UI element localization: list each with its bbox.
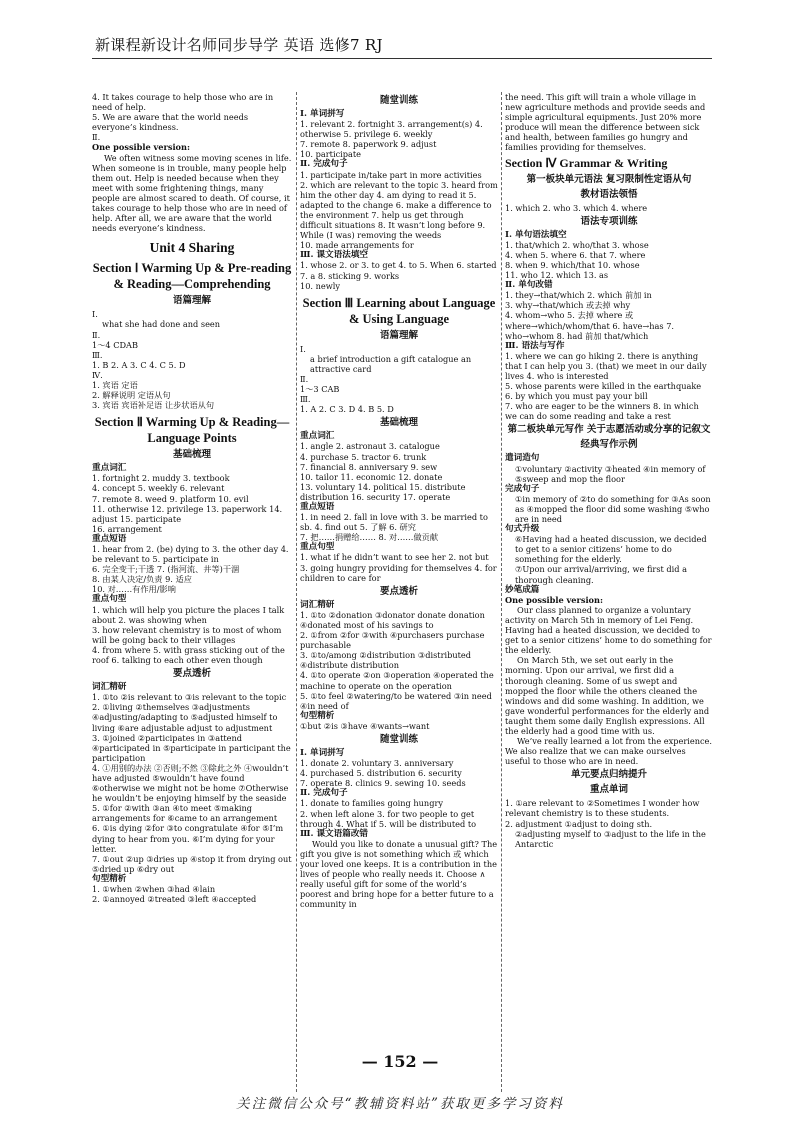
text-line: 重点短语 <box>92 533 127 544</box>
text-line: 1. 宾语 定语 <box>92 379 138 390</box>
text-line: Ⅲ. <box>300 394 311 405</box>
text-line: Ⅰ. 单句语法填空 <box>505 229 567 240</box>
text-line: 2. ①living ②themselves ③adjustments ④adjusting/adapting to ⑤adjusted himself to living ⑥are adjustable adjust to adjustment <box>92 702 278 733</box>
text-line: 重点单词 <box>589 784 628 796</box>
text-line: 6. ①is dying ②for ③to congratulate ④for ⑤I’m dying to hear from you. ⑥I’m dying for your letter. <box>92 823 284 854</box>
text-line: Ⅰ. <box>92 309 98 320</box>
text-line: 6. by which you must pay your bill <box>505 391 648 402</box>
text-line: 7. 把……捐赠给…… 8. 对……做贡献 <box>300 532 439 543</box>
text-line: 基础梳理 <box>379 417 418 429</box>
text-line: 5. whose parents were killed in the earthquake <box>505 381 702 392</box>
header-rule <box>92 58 712 59</box>
text-line: Ⅱ. 完成句子 <box>300 159 348 170</box>
text-line: 随堂训练 <box>379 733 418 745</box>
text-line: 4. when 5. where 6. that 7. where <box>505 249 646 260</box>
page-number: — 152 — <box>361 1052 439 1071</box>
text-line: 遣词造句 <box>505 453 540 464</box>
text-line: 4. ①to operate ②on ③operation ④operated the machine to operate on the operation <box>300 670 494 691</box>
text-line: Ⅲ. 课文语法填空 <box>300 250 369 261</box>
text-line: 1. where we can go hiking 2. there is anything that I can help you 3. (that) we meet in our daily lives 4. who is interested <box>505 350 707 381</box>
text-line: 1. which will help you picture the places I talk about 2. was showing when <box>92 604 285 625</box>
text-line: Ⅰ. <box>300 343 306 354</box>
text-line: the need. This gift will train a whole village in new agriculture methods and provide seeds and simple agricultural equipments. Just 20% more produce will mean the difference between sick and health, between families go hungry and families providing for themselves. <box>505 92 706 153</box>
text-line: 句型精析 <box>92 873 127 884</box>
text-line: 1～4 CDAB <box>92 339 138 350</box>
text-line: Ⅳ. <box>92 369 103 380</box>
text-line: 7. operate 8. clinics 9. sewing 10. seeds <box>300 778 466 789</box>
text-line: 重点句型 <box>92 594 127 605</box>
running-header: 新课程新设计名师同步导学 英语 选修7 RJ <box>95 36 383 54</box>
text-line: 1. fortnight 2. muddy 3. textbook <box>92 473 230 484</box>
text-line: One possible version: <box>92 142 190 153</box>
text-line: 1～3 CAB <box>300 384 340 395</box>
text-line: Section Ⅱ Warming Up & Reading—Language Points <box>94 415 290 446</box>
text-line: 语篇理解 <box>172 295 211 307</box>
text-line: 13. voluntary 14. political 15. distribute distribution 16. security 17. operate <box>300 481 466 502</box>
text-line: 重点句型 <box>300 542 335 553</box>
text-line: ⑦Upon our arrival/arriving, we first did a thorough cleaning. <box>515 564 688 585</box>
text-line: 6. 完全变干;干透 7. (指河流、井等)干涸 <box>92 564 240 575</box>
text-line: 基础梳理 <box>172 449 211 461</box>
text-line: Section Ⅲ Learning about Language & Using Language <box>302 295 496 326</box>
text-line: 1. in need 2. fall in love with 3. be married to sb. 4. find out 5. 了解 6. 研究 <box>300 512 488 533</box>
text-line: 4. purchase 5. tractor 6. trunk <box>300 451 427 462</box>
text-line: Ⅰ. 单词拼写 <box>300 109 345 119</box>
text-line: ②adjusting myself to ③adjust to the life in the Antarctic <box>515 828 706 849</box>
text-line: On March 5th, we set out early in the morning. Upon our arrival, we first did a thorough cleaning. Some of us swept and mopped the floor while the others cleaned the windows and did some washing. In addition, we gave wonderful performances for the elderly and taught them some daily English expressions. All the elderly had a good time with us. <box>505 655 710 736</box>
text-line: Ⅱ. 单句改错 <box>505 280 553 291</box>
text-line: One possible version: <box>505 594 603 605</box>
text-line: 1. ①to ②is relevant to ③is relevant to the topic <box>92 692 287 703</box>
text-line: 要点透析 <box>379 585 418 597</box>
column-divider <box>296 92 297 1092</box>
text-line: 1. which 2. who 3. which 4. where <box>505 202 648 213</box>
text-line: 4. ①用别的办法 ②否则;不然 ③除此之外 ④wouldn’t have adjusted ⑤wouldn’t have found ⑥otherwise we might not be home ⑦Otherwise he wouldn’t be enjoying himself by the seaside <box>92 762 289 804</box>
middle-column <box>300 92 498 909</box>
text-line: 3. how relevant chemistry is to most of whom will be going back to their villages <box>92 624 282 645</box>
text-line: Section Ⅳ Grammar & Writing <box>505 155 668 170</box>
text-line: Ⅱ. 完成句子 <box>300 788 348 799</box>
text-line: 1. ①when ②when ③had ④lain <box>92 884 216 894</box>
text-line: 7. ①out ②up ③dries up ④stop it from drying out ⑤dried up ⑥dry out <box>92 853 292 874</box>
text-line: 句式升级 <box>505 524 540 535</box>
text-line: 3. ①joined ②participates in ③attend ④participated in ⑤participate in participant the participation <box>92 732 291 763</box>
text-line: Would you like to donate a unusual gift? The gift you give is not something which 或 which your loved one keeps. It is a contribution in the lives of people who really needs it. Choose ∧ really useful gift for some of the world’s poorest and bring hope for a better future to a community in <box>300 838 498 910</box>
text-line: 要点透析 <box>172 668 211 680</box>
text-line: Ⅰ. 单词拼写 <box>300 747 345 758</box>
text-line: 妙笔成篇 <box>505 584 540 595</box>
text-line: 词汇精研 <box>92 682 127 693</box>
text-line: 2. 解释说明 定语从句 <box>92 390 171 401</box>
text-line: 7. remote 8. paperwork 9. adjust <box>300 139 437 150</box>
text-line: 2. ①annoyed ②treated ③left ④accepted <box>92 894 257 905</box>
text-line: 句型精析 <box>300 710 335 721</box>
text-line: Our class planned to organize a voluntary activity on March 5th in memory of Lei Feng. Having had a heated discussion, we decided to get to a senior citizens’ home to do something for the elderly. <box>505 604 712 656</box>
text-line: Ⅲ. 课文语篇改错 <box>300 828 369 839</box>
text-line: 词汇精研 <box>300 599 335 610</box>
text-line: We often witness some moving scenes in life. When someone is in trouble, many people help them out. Help is needed because when they meet with some frightening things, many people are almost scared to death. Of course, it takes courage to help those who are in need of help. After all, we are aware that the world needs everyone’s kindness. <box>92 152 292 234</box>
text-line: what she had done and seen <box>102 319 221 330</box>
text-line: Ⅱ. <box>92 329 101 340</box>
text-line: 4. concept 5. weekly 6. relevant <box>92 483 225 494</box>
text-line: 2. adjustment ①adjust to doing sth. <box>505 818 653 829</box>
text-line: a brief introduction a gift catalogue an attractive card <box>310 353 472 374</box>
text-line: 语法专项训练 <box>580 215 638 227</box>
text-line: 1. what if he didn’t want to see her 2. not but 3. going hungry providing for themselves 4. for children to care for <box>300 552 497 583</box>
text-line: ①in memory of ②to do something for ③As soon as ④mopped the floor did some washing ⑤who are in need <box>515 493 711 524</box>
text-line: 1. ①to ②donation ③donator donate donation ④donated most of his savings to <box>300 609 485 630</box>
text-line: 重点词汇 <box>300 431 335 442</box>
text-line: 10. newly <box>300 280 340 291</box>
text-line: 经典写作示例 <box>580 439 638 451</box>
text-line: 1. B 2. A 3. C 4. C 5. D <box>92 359 186 370</box>
text-line: 3. why→that/which 或去掉 why <box>505 300 631 311</box>
text-line: 5. We are aware that the world needs everyone’s kindness. <box>92 112 249 133</box>
right-column <box>505 92 713 849</box>
text-line: Unit 4 Sharing <box>149 240 235 256</box>
text-line: 教材语法领悟 <box>580 188 638 200</box>
text-line: 1. that/which 2. who/that 3. whose <box>505 239 649 250</box>
text-line: 重点词汇 <box>92 463 127 474</box>
text-line: 4. It takes courage to help those who are in need of help. <box>92 92 274 113</box>
text-line: 10. made arrangements for <box>300 240 414 251</box>
text-line: 语篇理解 <box>379 329 418 341</box>
text-line: 10. tailor 11. economic 12. donate <box>300 471 443 482</box>
text-line: 1. ①are relevant to ②Sometimes I wonder how relevant chemistry is to these students. <box>505 798 700 819</box>
text-line: 11. who 12. which 13. as <box>505 270 609 281</box>
text-line: 第一板块单元语法 复习限制性定语从句 <box>526 173 692 185</box>
text-line: 1. they→that/which 2. which 前加 in <box>505 290 652 301</box>
text-line: 完成句子 <box>505 483 540 494</box>
text-line: ①voluntary ②activity ③heated ④in memory of ⑤sweep and mop the floor <box>515 463 706 484</box>
text-line: 8. when 9. which/that 10. whose <box>505 259 640 270</box>
text-line: 5. ①for ②with ③an ④to meet ⑤making arrangements for ⑥came to an arrangement <box>92 803 278 824</box>
text-line: 8. 由某人决定/负责 9. 适应 <box>92 574 192 585</box>
footer-note: 关注微信公众号“教辅资料站”获取更多学习资料 <box>236 1096 564 1112</box>
text-line: 第二板块单元写作 关于志愿活动或分享的记叙文 <box>507 424 711 436</box>
text-line: 4. purchased 5. distribution 6. security <box>300 768 462 779</box>
text-line: ⑥Having had a heated discussion, we decided to get to a senior citizens’ home to do something for the elderly. <box>515 534 707 565</box>
text-line: Section Ⅰ Warming Up & Pre-reading & Reading—Comprehending <box>92 261 292 292</box>
text-line: 1. relevant 2. fortnight 3. arrangement(s) 4. otherwise 5. privilege 6. weekly <box>300 119 483 140</box>
left-column <box>92 92 292 904</box>
text-line: 随堂训练 <box>379 95 418 106</box>
text-line: 10. 对……有作用/影响 <box>92 584 176 595</box>
text-line: 10. participate <box>300 149 362 160</box>
text-line: Ⅲ. <box>92 349 103 360</box>
text-line: 1. A 2. C 3. D 4. B 5. D <box>300 404 394 415</box>
text-line: 3. ①to/among ②distribution ③distributed ④distribute distribution <box>300 650 471 671</box>
text-line: 2. which are relevant to the topic 3. heard from him the other day 4. am dying to read it 5. adapted to the change 6. make a difference to the environment 7. help us get through difficult situations 8. It wasn’t long before 9. While (I was) removing the weeds <box>300 179 498 241</box>
text-line: We’ve really learned a lot from the experience. We also realize that we can make ourselves useful to those who are in need. <box>505 736 713 767</box>
text-line: 3. 宾语 宾语补足语 让步状语从句 <box>92 400 215 411</box>
text-line: 1. whose 2. or 3. to get 4. to 5. When 6. started 7. a 8. sticking 9. works <box>300 260 497 281</box>
text-line: 11. otherwise 12. privilege 13. paperwork 14. adjust 15. participate <box>92 503 283 524</box>
text-line: 7. financial 8. anniversary 9. sew <box>300 461 438 472</box>
text-line: 5. ①to feel ②watering/to be watered ③in need ④in need of <box>300 690 492 711</box>
text-line: 1. angle 2. astronaut 3. catalogue <box>300 441 440 452</box>
column-divider <box>501 92 502 1092</box>
text-line: Ⅱ. <box>300 373 309 384</box>
text-line: Ⅱ. <box>92 132 101 143</box>
text-line: 重点短语 <box>300 502 335 512</box>
text-line: 单元要点归纳提升 <box>570 769 647 781</box>
text-line: 2. ①from ②for ③with ④purchasers purchase purchasable <box>300 630 485 651</box>
text-line: 16. arrangement <box>92 523 162 534</box>
text-line: 2. when left alone 3. for two people to get through 4. What if 5. will be distributed to <box>300 808 477 829</box>
text-line: 4. whom→who 5. 去掉 where 或 where→which/whom/that 6. have→has 7. who→whom 8. had 前加 that/which <box>505 310 675 341</box>
text-line: 7. who are eager to be the winners 8. in which we can do some reading and take a rest <box>505 401 699 422</box>
text-line: 1. donate to families going hungry <box>300 798 443 809</box>
text-line: 7. remote 8. weed 9. platform 10. evil <box>92 493 249 504</box>
text-line: 1. hear from 2. (be) dying to 3. the other day 4. be relevant to 5. participate in <box>92 544 289 565</box>
text-line: ①but ②is ③have ④wants→want <box>300 720 430 731</box>
text-line: 4. from where 5. with grass sticking out of the roof 6. talking to each other even though <box>92 644 285 666</box>
text-line: Ⅲ. 语法与写作 <box>505 340 565 351</box>
text-line: 1. participate in/take part in more activities <box>300 169 482 180</box>
text-line: 1. donate 2. voluntary 3. anniversary <box>300 758 454 769</box>
